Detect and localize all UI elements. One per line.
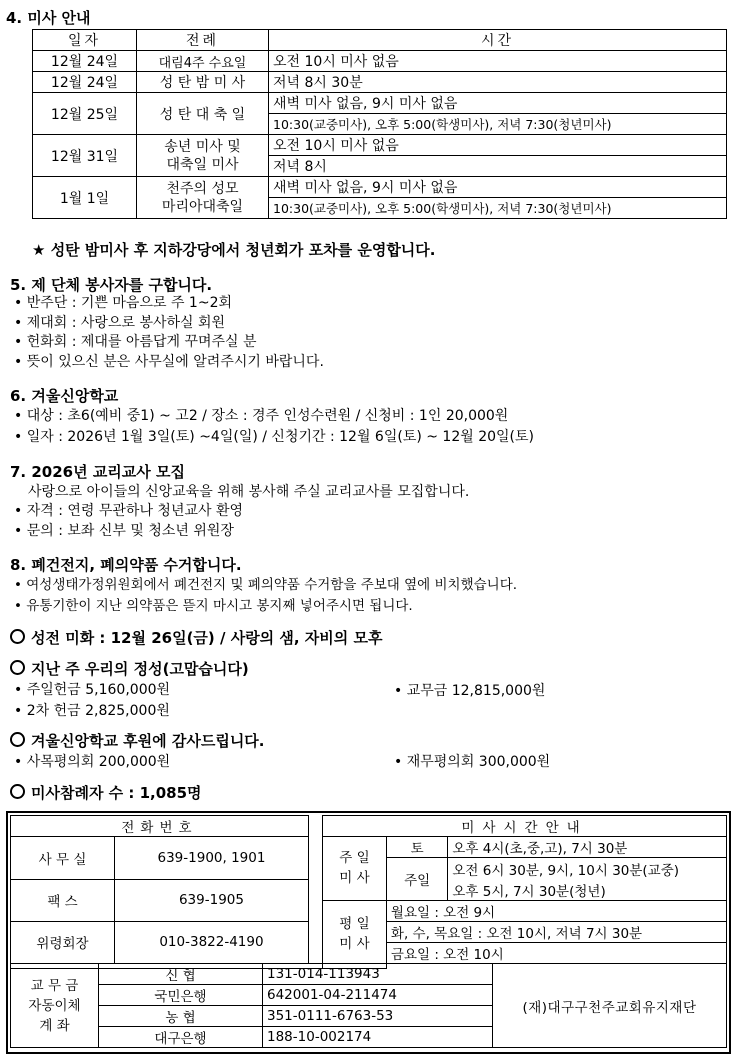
chair-phone: 010-3822-4190 (115, 921, 309, 963)
mass-note-text: 성탄 밤미사 후 지하강당에서 청년회가 포차를 운영합니다. (50, 241, 436, 259)
sponsor-left (14, 751, 170, 771)
star-icon: ★ (32, 241, 46, 259)
saturday-label: 토 (386, 837, 447, 858)
row-date: 12월 25일 (33, 93, 137, 135)
label-line: 계 좌 (39, 1017, 70, 1034)
row-time: 오전 10시 미사 없음 (269, 135, 727, 156)
row-liturgy (137, 177, 269, 219)
row-time: 새벽 미사 없음, 9시 미사 없음 (269, 177, 727, 198)
sponsor-right (394, 751, 550, 771)
label-line: 자동이체 (28, 997, 81, 1014)
bank-name: 신 협 (99, 964, 263, 985)
section-5-title: 5. 제 단체 봉사자를 구합니다. (10, 276, 213, 294)
fax-number: 639-1905 (115, 880, 309, 922)
table-row (33, 93, 727, 114)
list-item: • 자격 : 연령 무관하나 청년교사 환영 (14, 503, 244, 519)
row-liturgy: 성 탄 대 축 일 (137, 93, 269, 135)
label-line: 교 무 금 (30, 977, 79, 994)
account-holder: (재)대구구천주교회유지재단 (493, 964, 727, 1048)
section-6-title: 6. 겨울신앙학교 (10, 387, 119, 405)
list-item: • 제대회 : 사랑으로 봉사하실 회원 (14, 314, 226, 331)
section-7-list (14, 501, 243, 541)
header-date: 일자 (33, 30, 137, 51)
section-6-list (14, 406, 534, 448)
row-liturgy: 대림4주 수요일 (137, 51, 269, 72)
bank-account: 188-10-002174 (263, 1027, 493, 1048)
row-time: 저녁 8시 (269, 156, 727, 177)
bank-name: 농 협 (99, 1006, 263, 1027)
auto-transfer-label (11, 964, 99, 1048)
offering-title: 지난 주 우리의 정성(고맙습니다) (10, 658, 249, 679)
list-item: • 문의 : 보좌 신부 및 청소년 위원장 (14, 523, 234, 539)
list-item: • 뜻이 있으신 분은 사무실에 알려주시기 바랍니다. (14, 353, 324, 370)
weekday-mass-label (323, 900, 387, 968)
label-line: 미 사 (339, 870, 370, 887)
sunday-mass-label (323, 837, 387, 901)
sunday-times: 오전 6시 30분, 9시, 10시 30분(교중) (448, 858, 727, 880)
cleaning-notice: 성전 미화 : 12월 26일(금) / 사랑의 샘, 자비의 모후 (10, 627, 382, 648)
section-4-title: 4. 미사 안내 (6, 9, 91, 27)
row-liturgy: 성 탄 밤 미 사 (137, 72, 269, 93)
list-item: • 2차 헌금 2,825,000원 (14, 703, 170, 719)
table-row (33, 51, 727, 72)
row-time: 새벽 미사 없음, 9시 미사 없음 (269, 93, 727, 114)
list-item: • 반주단 : 기쁜 마음으로 주 1~2회 (14, 295, 232, 311)
office-label: 사 무 실 (11, 837, 115, 880)
fax-label: 팩 스 (11, 880, 115, 922)
attendance: 미사참례자 수 : 1,085명 (10, 782, 202, 803)
bank-name: 국민은행 (99, 985, 263, 1006)
table-row (33, 72, 727, 93)
bank-account: 642001-04-211474 (263, 985, 493, 1006)
office-phone: 639-1900, 1901 (115, 837, 309, 880)
table-row (33, 135, 727, 156)
row-time: 10:30(교중미사), 오후 5:00(학생미사), 저녁 7:30(청년미사) (269, 198, 727, 219)
circle-bullet-icon (10, 732, 25, 747)
list-item: • 여성생태가정위원회에서 폐건전지 및 폐의약품 수거함을 주보대 옆에 비치했습니다. (14, 577, 518, 593)
list-item: • 사목평의회 200,000원 (14, 754, 171, 770)
row-date: 12월 31일 (33, 135, 137, 177)
header-liturgy: 전례 (137, 30, 269, 51)
bank-account: 131-014-113943 (263, 964, 493, 985)
row-time: 오전 10시 미사 없음 (269, 51, 727, 72)
weekday-times: 금요일 : 오전 10시 (386, 942, 726, 963)
chair-label: 위령회장 (11, 921, 115, 963)
sunday-label: 주일 (386, 858, 447, 901)
section-8-list (14, 575, 517, 617)
label-line: 미 사 (339, 936, 370, 952)
list-item: • 재무평의회 300,000원 (394, 754, 551, 770)
row-date: 12월 24일 (33, 72, 137, 93)
row-time: 저녁 8시 30분 (269, 72, 727, 93)
list-item: • 교무금 12,815,000원 (394, 683, 546, 699)
offering-right (394, 680, 545, 700)
sunday-times: 오후 5시, 7시 30분(청년) (448, 880, 727, 901)
saturday-times: 오후 4시(초,중,고), 7시 30분 (448, 837, 727, 858)
weekday-times: 화, 수, 목요일 : 오전 10시, 저녁 7시 30분 (386, 921, 726, 942)
list-item: • 주일헌금 5,160,000원 (14, 682, 171, 698)
section-8-title: 8. 폐건전지, 폐의약품 수거합니다. (10, 556, 242, 574)
row-date: 12월 24일 (33, 51, 137, 72)
list-item: • 헌화회 : 제대를 아름답게 꾸며주실 분 (14, 334, 257, 350)
section-7-title: 7. 2026년 교리교사 모집 (10, 463, 185, 481)
bank-account: 351-0111-6763-53 (263, 1006, 493, 1027)
weekday-times: 월요일 : 오전 9시 (386, 900, 726, 921)
circle-bullet-icon (10, 629, 25, 644)
label-line: 평 일 (339, 916, 370, 932)
circle-bullet-icon (10, 784, 25, 799)
sponsor-title: 겨울신앙학교 후원에 감사드립니다. (10, 730, 265, 751)
offering-left (14, 680, 170, 722)
row-time: 10:30(교중미사), 오후 5:00(학생미사), 저녁 7:30(청년미사) (269, 114, 727, 135)
account-table (10, 963, 727, 1048)
info-table (10, 815, 727, 969)
header-time: 시간 (269, 30, 727, 51)
row-liturgy (137, 135, 269, 177)
liturgy-line: 송년 미사 및 (164, 138, 241, 155)
table-row (33, 177, 727, 198)
circle-bullet-icon (10, 660, 25, 675)
section-5-list (14, 294, 324, 372)
mass-times-header: 미사시간안내 (323, 816, 727, 837)
mass-schedule-table (32, 29, 727, 219)
label-line: 주 일 (339, 850, 370, 867)
phone-header: 전화번호 (11, 816, 309, 837)
info-box (6, 811, 731, 1054)
table-header-row (33, 30, 727, 51)
liturgy-line: 천주의 성모 (166, 180, 239, 197)
section-7-intro: 사랑으로 아이들의 신앙교육을 위해 봉사해 주실 교리교사를 모집합니다. (28, 484, 470, 500)
mass-note (32, 239, 435, 260)
list-item: • 대상 : 초6(예비 중1) ~ 고2 / 장소 : 경주 인성수련원 / 신청비 : 1인 20,000원 (14, 408, 509, 424)
list-item: • 일자 : 2026년 1월 3일(토) ~4일(일) / 신청기간 : 12월 6일(토) ~ 12월 20일(토) (14, 429, 535, 445)
liturgy-line: 대축일 미사 (166, 156, 239, 173)
row-date: 1월 1일 (33, 177, 137, 219)
liturgy-line: 마리아대축일 (161, 198, 244, 215)
list-item: • 유통기한이 지난 의약품은 뜯지 마시고 봉지째 넣어주시면 됩니다. (14, 598, 413, 614)
bank-name: 대구은행 (99, 1027, 263, 1048)
